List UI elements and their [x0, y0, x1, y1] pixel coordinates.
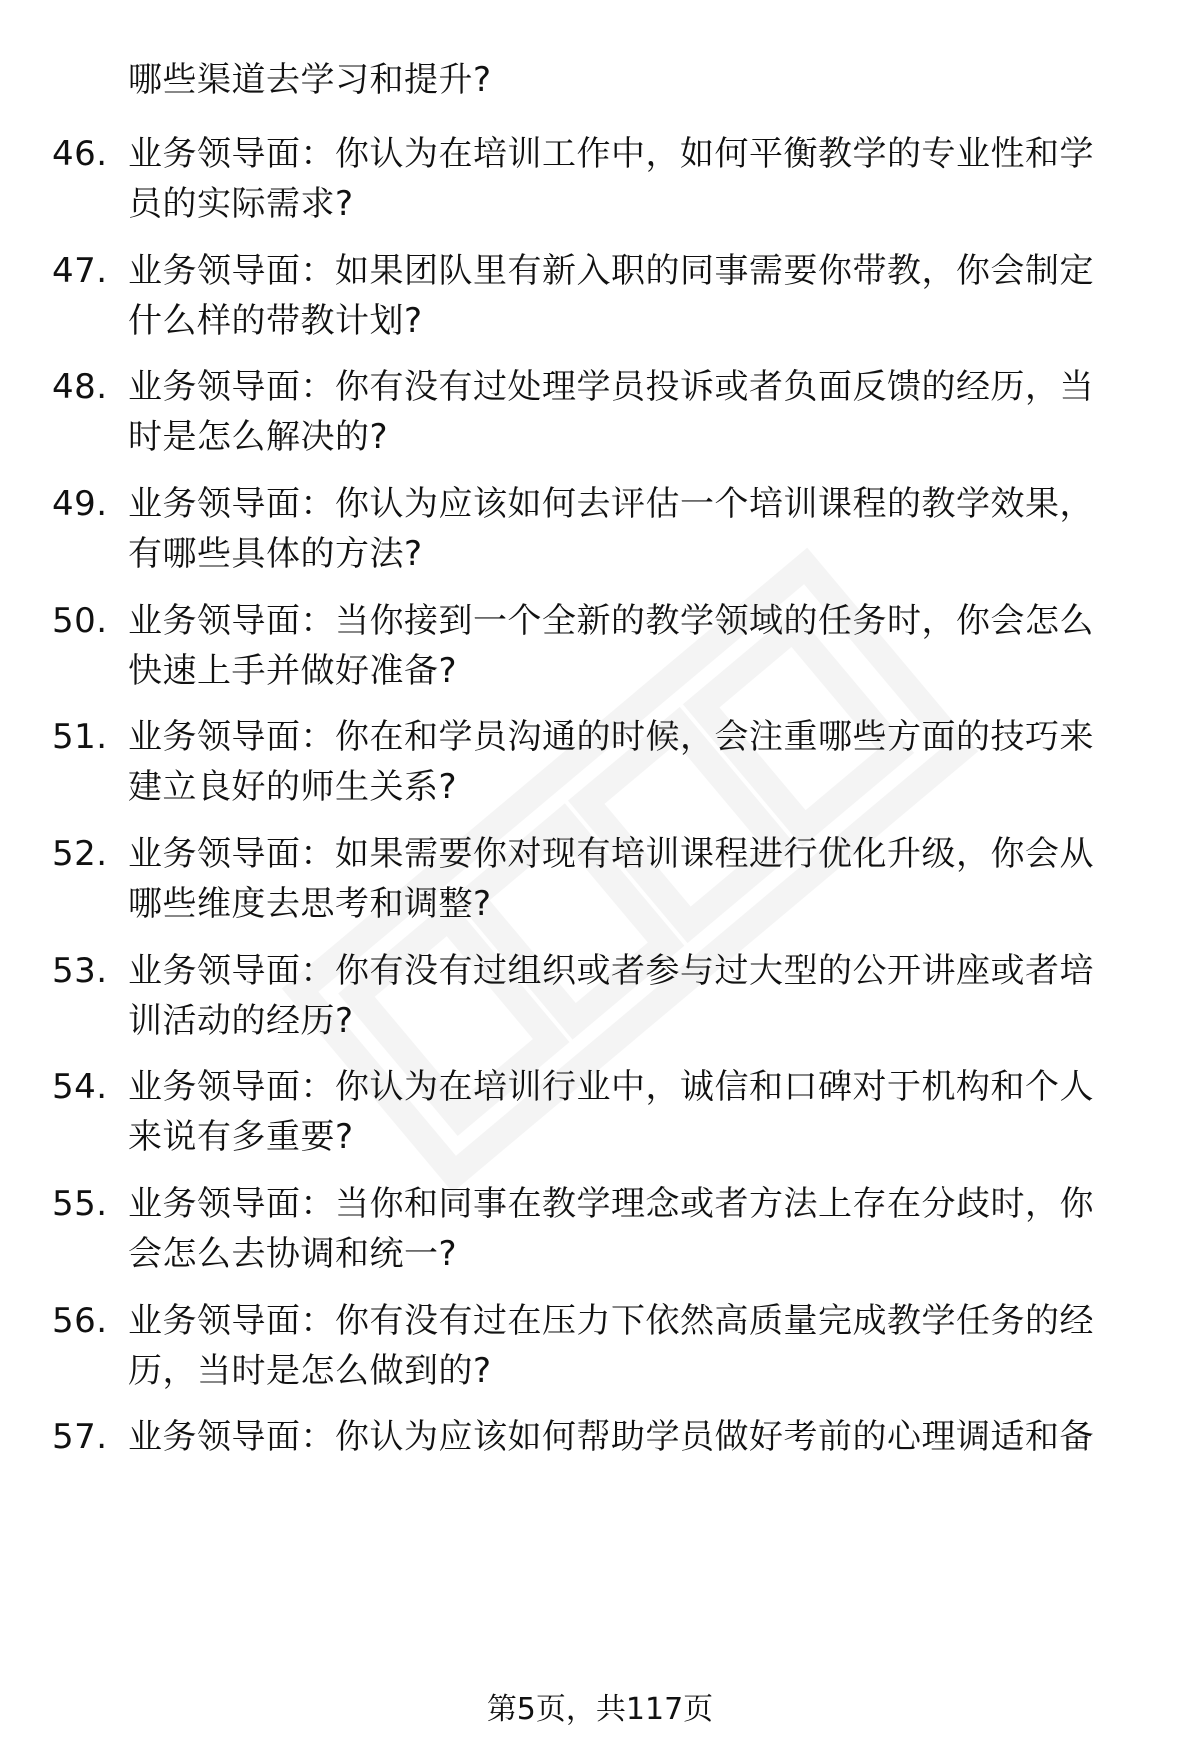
question-text: [128, 479, 1138, 579]
question-number: 54.: [52, 1067, 108, 1107]
question-number: 50.: [52, 601, 108, 641]
question-number: 49.: [52, 484, 108, 524]
page-footer: 第5页，共117页: [486, 1692, 714, 1727]
question-text: [128, 712, 1138, 812]
question-number: 55.: [52, 1184, 108, 1224]
question-number: 47.: [52, 251, 108, 291]
question-line: 业务领导面：当你接到一个全新的教学领域的任务时，你会怎么: [128, 601, 1094, 641]
question-text: [128, 946, 1138, 1046]
question-line: 业务领导面：当你和同事在教学理念或者方法上存在分歧时，你: [128, 1184, 1094, 1224]
question-line: 来说有多重要?: [128, 1117, 354, 1157]
question-line: 业务领导面：如果需要你对现有培训课程进行优化升级，你会从: [128, 834, 1094, 874]
question-line: 建立良好的师生关系?: [128, 767, 458, 807]
question-line: 什么样的带教计划?: [128, 301, 423, 341]
question-line: 训活动的经历?: [128, 1001, 354, 1041]
question-text: [128, 1062, 1138, 1162]
question-line: 业务领导面：你有没有过组织或者参与过大型的公开讲座或者培: [128, 951, 1094, 991]
question-text: [128, 246, 1138, 346]
question-text: [128, 829, 1138, 929]
question-line: 业务领导面：你有没有过在压力下依然高质量完成教学任务的经: [128, 1301, 1094, 1341]
question-text: [128, 129, 1138, 229]
question-line: 业务领导面：你有没有过处理学员投诉或者负面反馈的经历，当: [128, 367, 1094, 407]
question-number: 53.: [52, 951, 108, 991]
question-number: 51.: [52, 717, 108, 757]
question-line: 会怎么去协调和统一?: [128, 1234, 458, 1274]
continuation-text: [128, 55, 1138, 105]
question-line: 业务领导面：你认为应该如何帮助学员做好考前的心理调适和备: [128, 1417, 1094, 1457]
question-text: [128, 1296, 1138, 1396]
question-number: 48.: [52, 367, 108, 407]
question-number: 46.: [52, 134, 108, 174]
question-number: 57.: [52, 1417, 108, 1457]
question-line: 历，当时是怎么做到的?: [128, 1351, 492, 1391]
question-line: 业务领导面：你认为在培训工作中，如何平衡教学的专业性和学: [128, 134, 1094, 174]
question-line: 有哪些具体的方法?: [128, 534, 423, 574]
question-text: [128, 1412, 1138, 1462]
question-number: 56.: [52, 1301, 108, 1341]
question-line: 哪些维度去思考和调整?: [128, 884, 492, 924]
question-line: 业务领导面：你认为在培训行业中，诚信和口碑对于机构和个人: [128, 1067, 1094, 1107]
question-line: 时是怎么解决的?: [128, 417, 389, 457]
question-text: [128, 596, 1138, 696]
question-line: 业务领导面：如果团队里有新入职的同事需要你带教，你会制定: [128, 251, 1094, 291]
question-number: 52.: [52, 834, 108, 874]
question-line: 业务领导面：你认为应该如何去评估一个培训课程的教学效果，: [128, 484, 1094, 524]
question-line: 员的实际需求?: [128, 184, 354, 224]
question-line: 业务领导面：你在和学员沟通的时候，会注重哪些方面的技巧来: [128, 717, 1094, 757]
question-text: [128, 1179, 1138, 1279]
question-text: [128, 362, 1138, 462]
question-line: 哪些渠道去学习和提升?: [128, 60, 492, 100]
question-line: 快速上手并做好准备?: [128, 651, 458, 691]
